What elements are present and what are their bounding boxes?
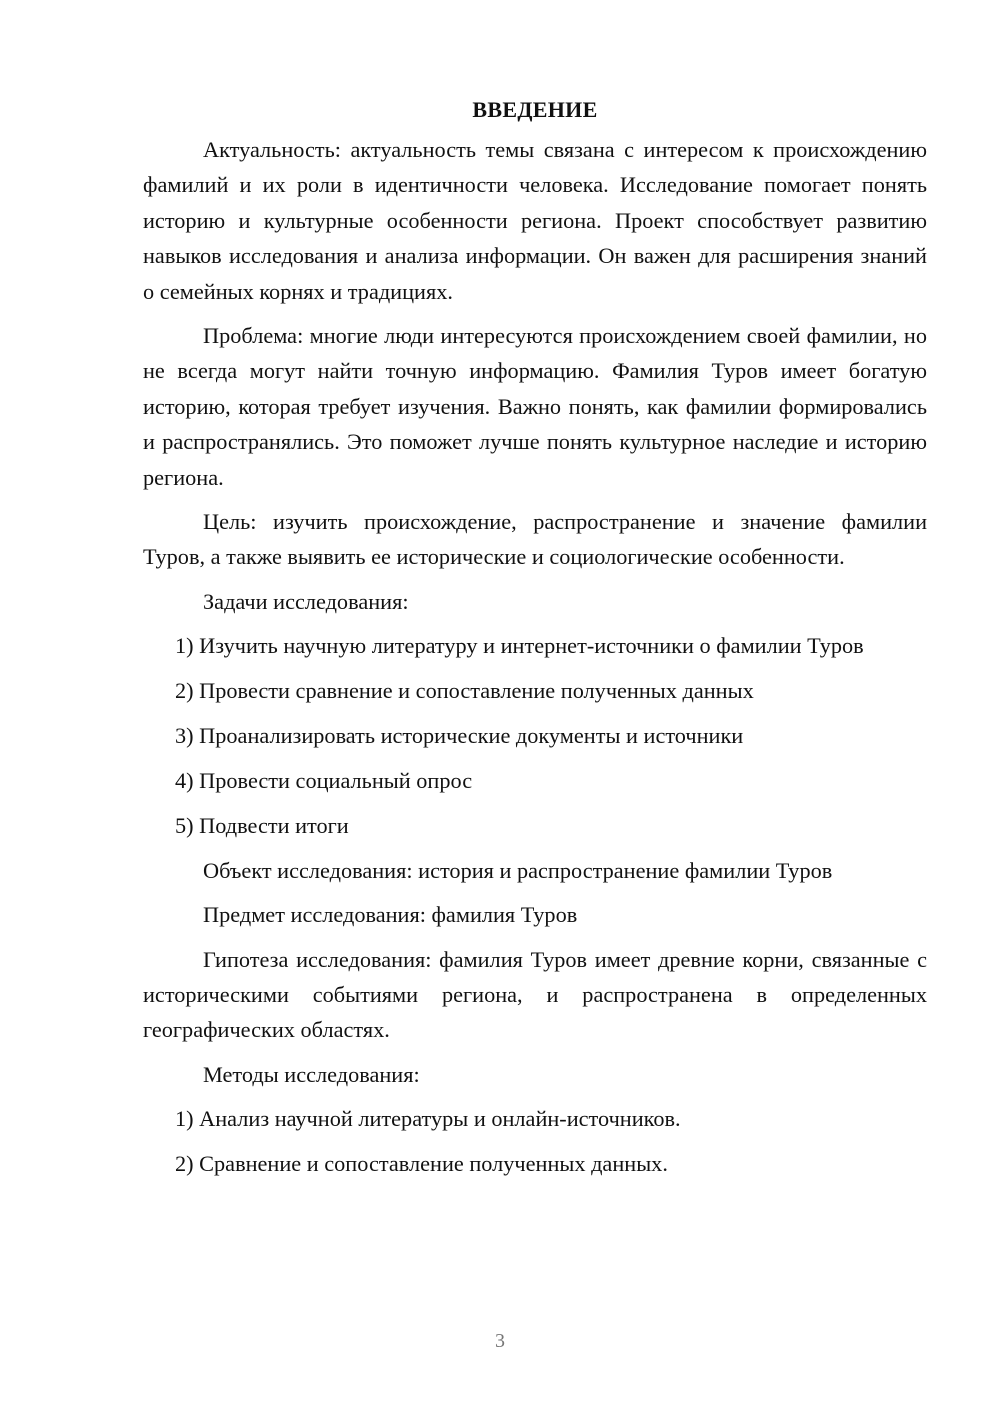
task-item: 2) Провести сравнение и сопоставление полученных данных [175, 678, 754, 704]
object-paragraph: Объект исследования: история и распространение фамилии Туров [203, 857, 833, 883]
subject-paragraph: Предмет исследования: фамилия Туров [203, 902, 578, 928]
task-item: 5) Подвести итоги [175, 812, 349, 838]
document-page [143, 92, 927, 1191]
methods-list [143, 1101, 927, 1181]
tasks-list [143, 628, 927, 843]
problem-paragraph: Проблема: многие люди интересуются происхождением своей фамилии, но не всегда могут найти точную информацию. Фамилия Туров имеет богатую историю, которая требует изучения. Важно понять, как фамилии формировались и распространялись. Это поможет лучше понять культурное наследие и историю региона. [143, 323, 927, 490]
task-item: 4) Провести социальный опрос [175, 768, 473, 793]
task-item: 3) Проанализировать исторические документы и источники [175, 723, 744, 749]
task-item: 1) Изучить научную литературу и интернет-источники о фамилии Туров [175, 633, 864, 659]
method-item: 1) Анализ научной литературы и онлайн-источников. [175, 1106, 681, 1132]
page-title: ВВЕДЕНИЕ [472, 97, 598, 122]
page-number: 3 [495, 1330, 505, 1352]
methods-heading: Методы исследования: [203, 1061, 420, 1087]
tasks-heading: Задачи исследования: [203, 588, 409, 614]
hypothesis-paragraph: Гипотеза исследования: фамилия Туров имеет древние корни, связанные с историческими событиями региона, и распространена в определенных географических областях. [143, 946, 927, 1043]
method-item: 2) Сравнение и сопоставление полученных данных. [175, 1151, 668, 1177]
relevance-paragraph: Актуальность: актуальность темы связана с интересом к происхождению фамилий и их роли в идентичности человека. Исследование помогает понять историю и культурные особенности региона. Проект способствует развитию навыков исследования и анализа информации. Он важен для расширения знаний о семейных корнях и традициях. [143, 137, 927, 304]
goal-paragraph: Цель: изучить происхождение, распространение и значение фамилии Туров, а также выявить ее исторические и социологические особенности. [143, 509, 927, 570]
